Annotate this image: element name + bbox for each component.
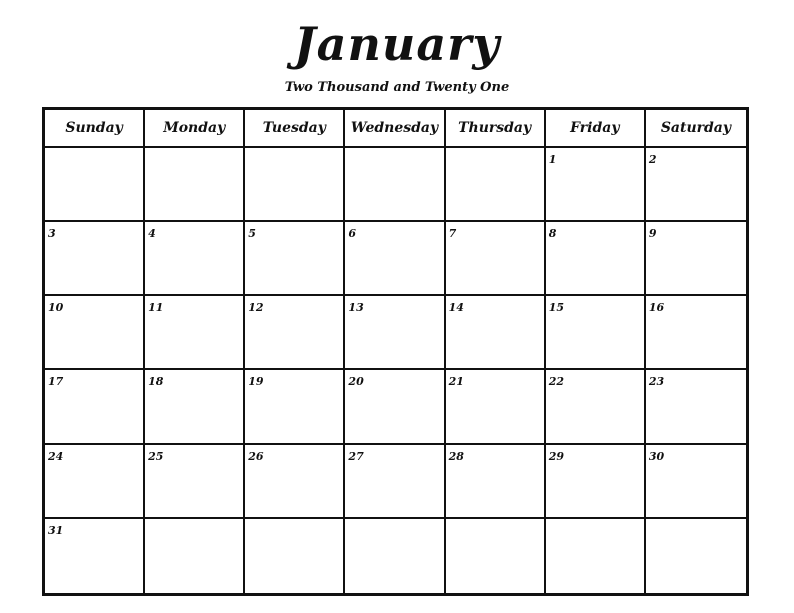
weekday-header-tuesday: Tuesday [245,110,345,148]
day-number: 31 [48,523,64,537]
day-cell[interactable] [546,370,646,444]
day-number: 28 [448,449,464,463]
day-number: 15 [548,301,565,315]
day-number: 17 [48,375,64,389]
day-cell[interactable] [546,296,646,370]
day-cell[interactable] [45,370,145,444]
day-cell[interactable] [245,222,345,296]
day-cell[interactable] [345,519,445,593]
day-cell[interactable] [646,445,746,519]
day-cell[interactable] [245,370,345,444]
day-cell[interactable] [345,445,445,519]
day-cell[interactable] [446,370,546,444]
day-number: 14 [448,301,464,315]
day-number: 13 [348,301,364,315]
day-number: 29 [548,449,565,463]
day-number: 24 [48,449,64,463]
day-cell[interactable] [245,296,345,370]
day-cell[interactable] [345,148,445,222]
day-cell[interactable] [446,296,546,370]
day-cell[interactable] [446,519,546,593]
day-cell[interactable] [546,148,646,222]
weekday-header-sunday: Sunday [45,110,145,148]
day-number: 9 [648,227,657,241]
day-number: 26 [248,449,264,463]
day-number: 10 [48,301,64,315]
day-cell[interactable] [646,148,746,222]
weekday-header-monday: Monday [145,110,245,148]
day-cell[interactable] [45,222,145,296]
day-cell[interactable] [646,296,746,370]
day-cell[interactable] [546,222,646,296]
day-cell[interactable] [245,445,345,519]
day-cell[interactable] [546,519,646,593]
day-cell[interactable] [345,296,445,370]
day-cell[interactable] [145,370,245,444]
day-number: 30 [648,449,665,463]
day-cell[interactable] [646,222,746,296]
day-number: 18 [148,375,164,389]
weekday-header-thursday: Thursday [446,110,546,148]
day-number: 2 [648,153,657,166]
day-number: 16 [648,301,665,315]
day-number: 8 [548,227,557,241]
day-cell[interactable] [546,445,646,519]
day-number: 21 [448,375,464,389]
weekday-header-wednesday: Wednesday [345,110,445,148]
weekday-header-saturday: Saturday [646,110,746,148]
day-number: 22 [548,375,565,389]
day-number: 23 [648,375,665,389]
day-number: 19 [248,375,264,389]
weekday-header-friday: Friday [546,110,646,148]
day-number: 20 [348,375,364,389]
day-cell[interactable] [145,519,245,593]
day-number: 27 [348,449,364,463]
day-cell[interactable] [646,519,746,593]
day-number: 12 [248,301,264,315]
day-cell[interactable] [145,148,245,222]
day-cell[interactable] [245,519,345,593]
day-number: 4 [148,227,156,241]
day-number: 3 [48,227,56,241]
day-cell[interactable] [45,445,145,519]
day-number: 25 [148,449,164,463]
day-cell[interactable] [446,445,546,519]
day-cell[interactable] [145,445,245,519]
day-number: 1 [548,153,557,166]
day-cell[interactable] [45,296,145,370]
day-cell[interactable] [446,148,546,222]
day-number: 7 [448,227,457,241]
day-number: 11 [148,301,164,315]
calendar-grid [42,107,749,596]
day-cell[interactable] [145,296,245,370]
day-cell[interactable] [646,370,746,444]
day-number: 6 [348,227,357,241]
day-cell[interactable] [345,222,445,296]
day-number: 5 [248,227,256,241]
day-cell[interactable] [45,519,145,593]
day-cell[interactable] [45,148,145,222]
year-subtitle: Two Thousand and Twenty One [284,80,510,95]
month-title: January [293,17,501,71]
day-cell[interactable] [446,222,546,296]
day-cell[interactable] [345,370,445,444]
day-cell[interactable] [145,222,245,296]
day-cell[interactable] [245,148,345,222]
